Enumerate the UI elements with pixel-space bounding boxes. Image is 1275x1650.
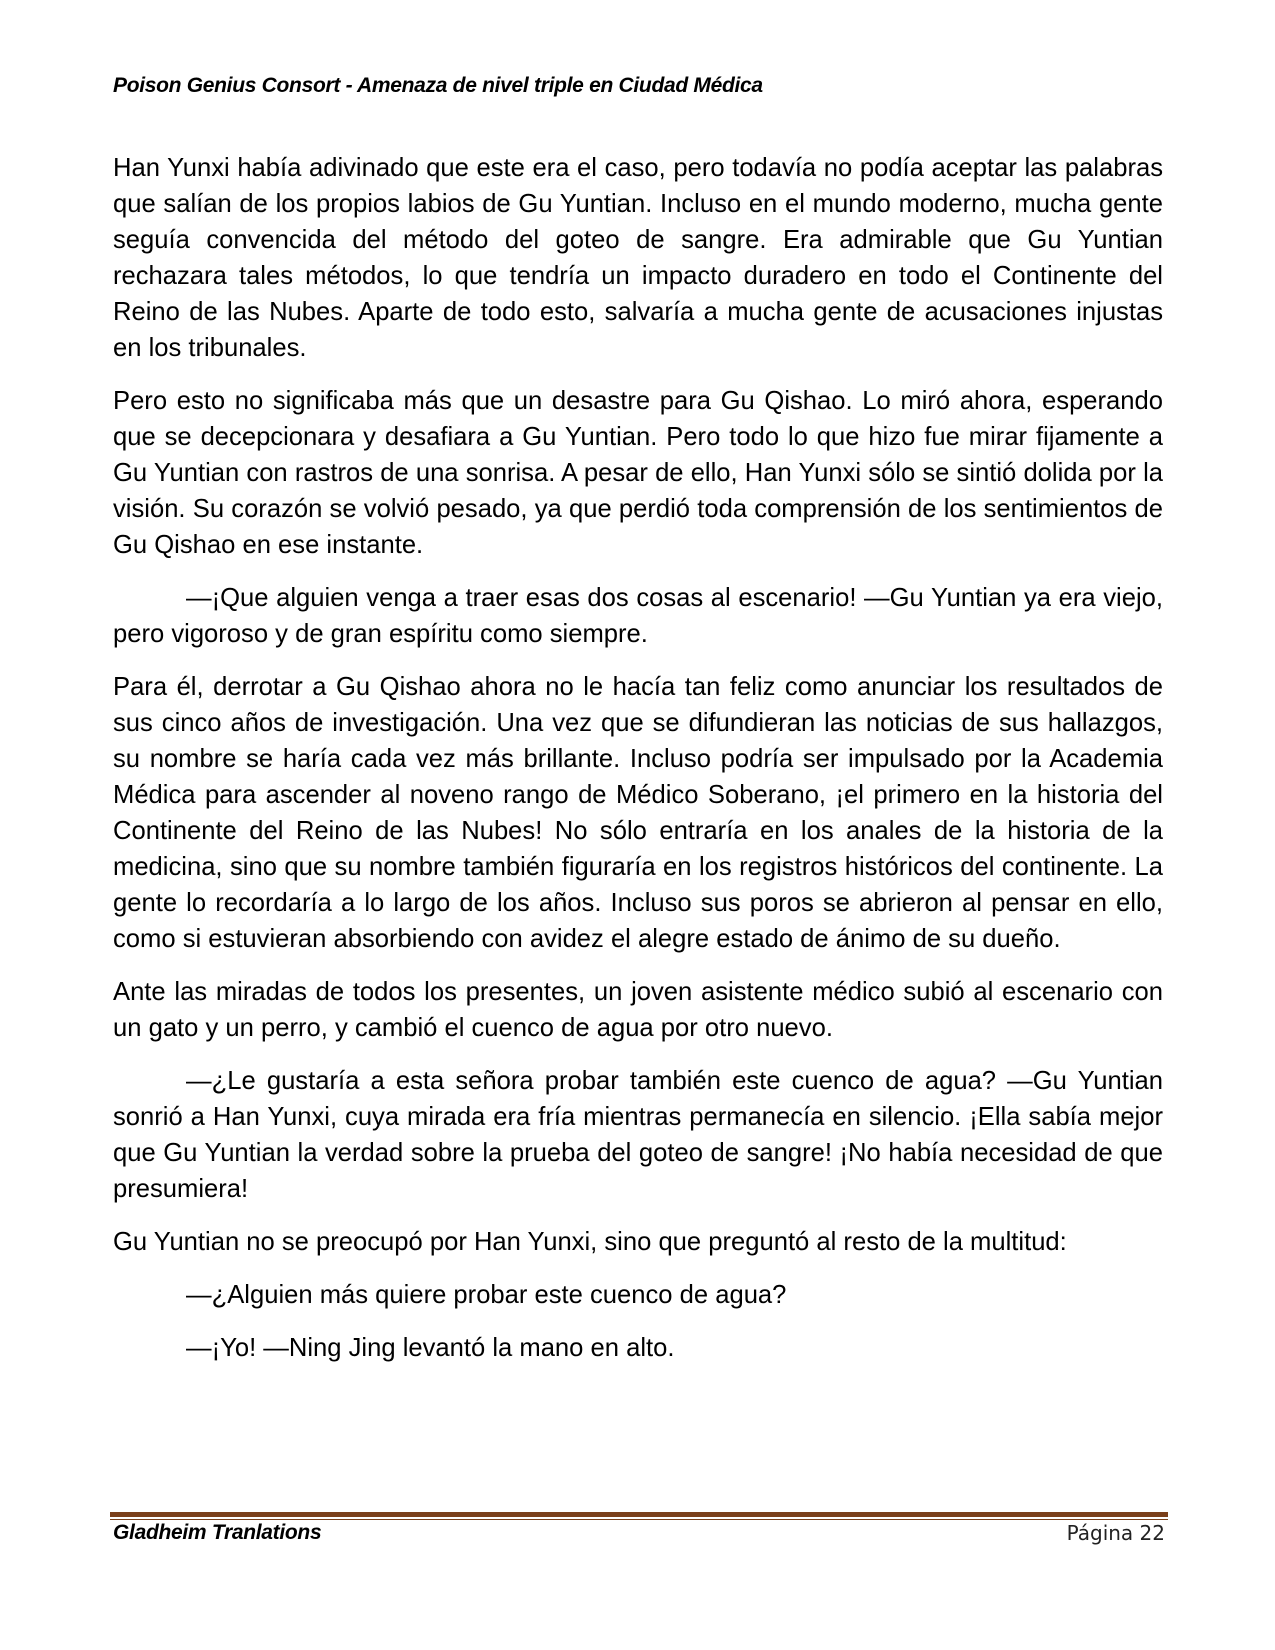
page-number: Página 22 (1066, 1521, 1165, 1545)
footer-publisher: Gladheim Tranlations (113, 1521, 322, 1544)
dialogue-paragraph: —¡Yo! —Ning Jing levantó la mano en alto. (186, 1334, 675, 1362)
paragraph: Ante las miradas de todos los presentes, un joven asistente médico subió al escenario con un gato y un perro, y cambió el cuenco de agua por otro nuevo. (113, 978, 1163, 1042)
paragraph: Gu Yuntian no se preocupó por Han Yunxi, sino que preguntó al resto de la multitud: (113, 1228, 1067, 1256)
document-header-title: Poison Genius Consort - Amenaza de nivel triple en Ciudad Médica (113, 74, 763, 97)
dialogue-paragraph: —¿Alguien más quiere probar este cuenco de agua? (186, 1281, 787, 1309)
paragraph: Pero esto no significaba más que un desastre para Gu Qishao. Lo miró ahora, esperando que se decepcionara y desafiara a Gu Yuntian. Pero todo lo que hizo fue mirar fijamente a Gu Yuntian con rastros de una sonrisa. A pesar de ello, Han Yunxi sólo se sintió dolida por la visión. Su corazón se volvió pesado, ya que perdió toda comprensión de los sentimientos de Gu Qishao en ese instante. (113, 387, 1163, 559)
dialogue-paragraph: —¿Le gustaría a esta señora probar también este cuenco de agua? —Gu Yuntian sonrió a Han Yunxi, cuya mirada era fría mientras permanecía en silencio. ¡Ella sabía mejor que Gu Yuntian la verdad sobre la prueba del goteo de sangre! ¡No había necesidad de que presumiera! (113, 1067, 1163, 1203)
document-body (113, 150, 1163, 1383)
footer-divider (110, 1512, 1168, 1520)
paragraph: Han Yunxi había adivinado que este era el caso, pero todavía no podía aceptar las palabras que salían de los propios labios de Gu Yuntian. Incluso en el mundo moderno, mucha gente seguía convencida del método del goteo de sangre. Era admirable que Gu Yuntian rechazara tales métodos, lo que tendría un impacto duradero en todo el Continente del Reino de las Nubes. Aparte de todo esto, salvaría a mucha gente de acusaciones injustas en los tribunales. (113, 154, 1163, 362)
dialogue-paragraph: —¡Que alguien venga a traer esas dos cosas al escenario! —Gu Yuntian ya era viejo, pero vigoroso y de gran espíritu como siempre. (113, 584, 1163, 648)
paragraph: Para él, derrotar a Gu Qishao ahora no le hacía tan feliz como anunciar los resultados de sus cinco años de investigación. Una vez que se difundieran las noticias de sus hallazgos, su nombre se haría cada vez más brillante. Incluso podría ser impulsado por la Academia Médica para ascender al noveno rango de Médico Soberano, ¡el primero en la historia del Continente del Reino de las Nubes! No sólo entraría en los anales de la historia de la medicina, sino que su nombre también figuraría en los registros históricos del continente. La gente lo recordaría a lo largo de los años. Incluso sus poros se abrieron al pensar en ello, como si estuvieran absorbiendo con avidez el alegre estado de ánimo de su dueño. (113, 673, 1163, 953)
